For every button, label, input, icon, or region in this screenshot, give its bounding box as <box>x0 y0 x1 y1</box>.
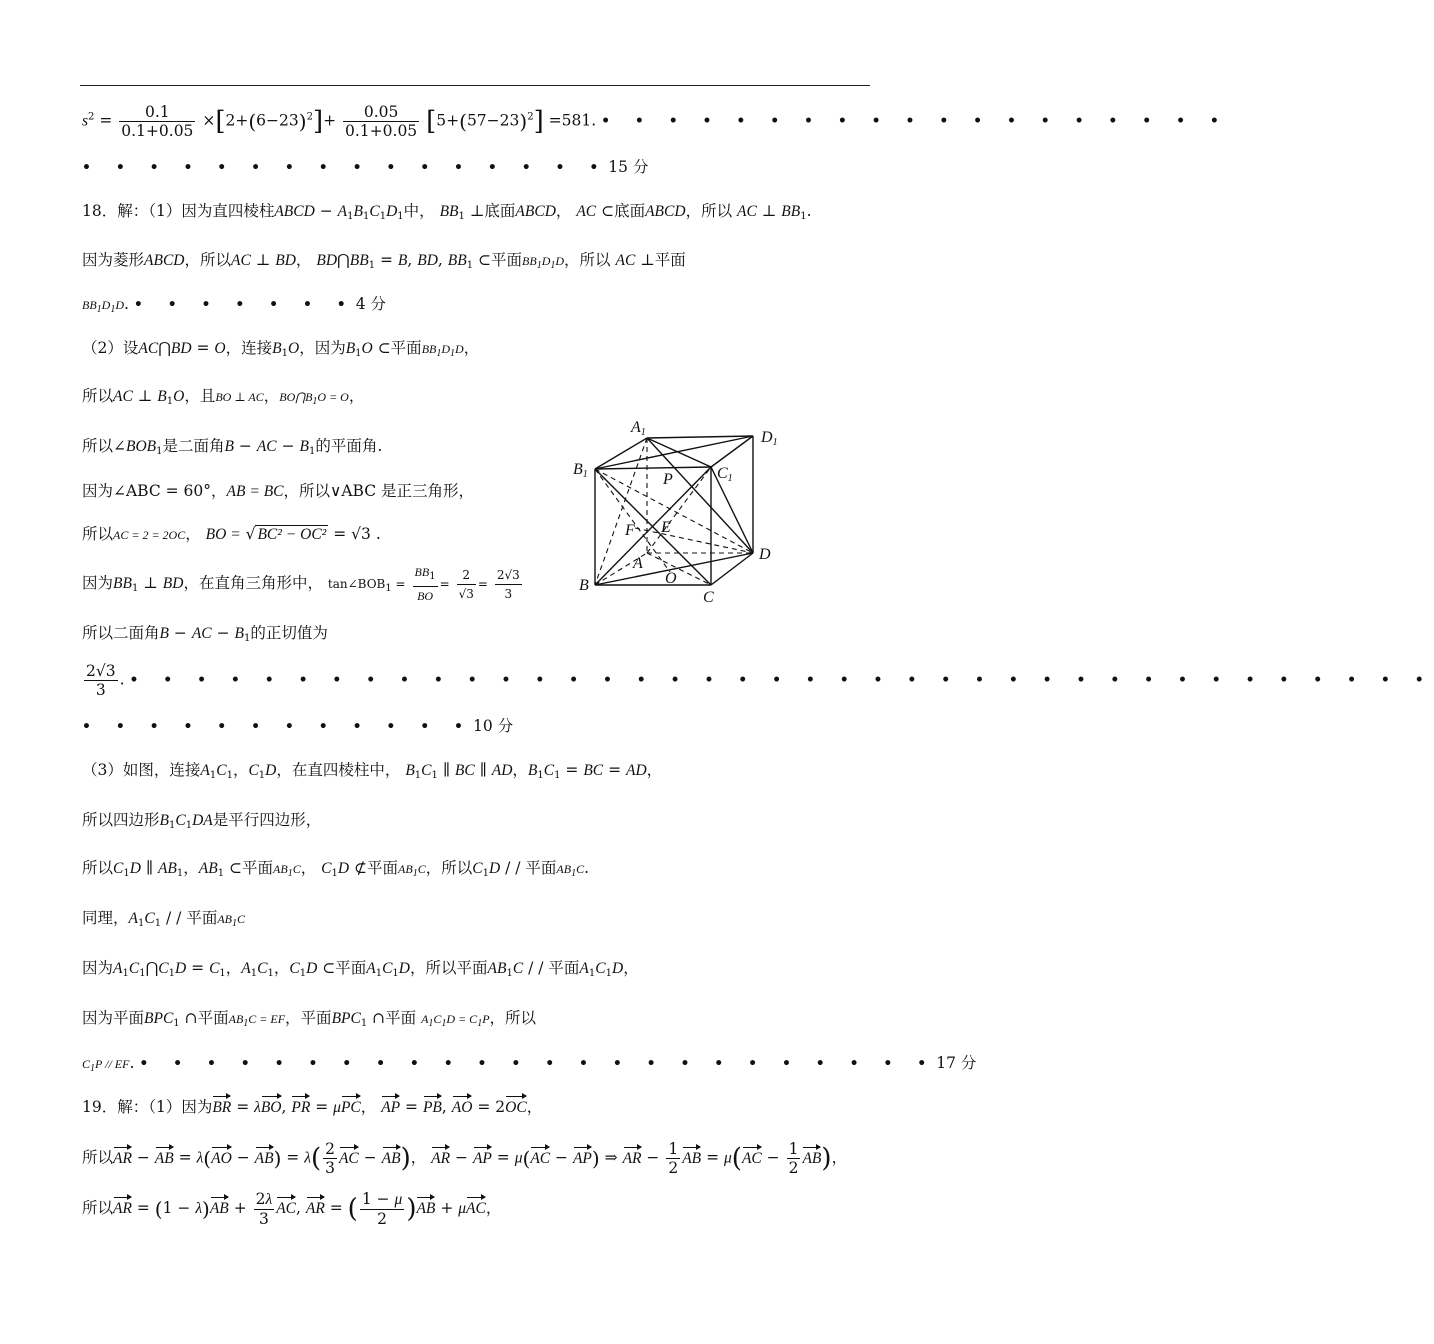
svg-text:F: F <box>625 522 635 539</box>
q18-part2-line6: 因为$BB_1$ ⊥ BD，在直角三角形中， $\tan\angle BOB_1$ = $\frac{BB_1}{BO}$ = $\frac{2}{√3}$ = $\frac{2√3}{3}$ <box>82 565 520 603</box>
score-line-15: • • • • • • • • • • • • • • • •15 分 <box>82 158 649 176</box>
q18-part3-line3: 所以$C_1D$ ∥ $AB_1$，$AB_1$ ⊂平面$AB_1C$， $C_1D$ ⊄平面$AB_1C$，所以$C_1D$ / / 平面$AB_1C$. <box>82 859 590 879</box>
score-line-17: $C_1P$ // EF. • • • • • • • • • • • • • • • • • • • • • • • •17 分 <box>82 1054 977 1074</box>
q18-part2-line2: 所以AC ⊥ $B_1O$，且BO ⊥ AC，$BO⋂B_1O = O$， <box>82 387 365 407</box>
svg-text:C1: C1 <box>717 465 733 484</box>
svg-text:D: D <box>759 546 771 563</box>
q18-part3-line1: （3）如图，连接$A_1C_1$，$C_1D$，在直四棱柱中， $B_1C_1$ ∥ BC ∥ AD，$B_1C_1$ = BC = AD， <box>82 761 663 781</box>
svg-text:A: A <box>633 555 643 572</box>
q19-line2: 所以AR − AB = λ(AO − AB) = λ( $\frac{2}{3}$ AC − AB)， AR − AP = μ(AC − AP) ⇒ AR − $\frac{1}{2}$ AB = μ(AC − $\frac{1}{2}$ AB)， <box>82 1140 848 1177</box>
q18-part3-line4: 同理，$A_1C_1$ / / 平面$AB_1C$ <box>82 909 246 929</box>
svg-text:B1: B1 <box>573 461 588 480</box>
q18-part2-line1: （2）设AC⋂BD = O，连接$B_1O$，因为$B_1O$ ⊂平面$BB_1D_1D$， <box>82 339 480 359</box>
svg-text:C: C <box>703 589 714 606</box>
svg-text:E: E <box>661 519 671 536</box>
svg-text:O: O <box>665 570 677 587</box>
q18-line2: 因为菱形ABCD，所以AC ⊥ BD， $BD⋂BB_1 = B$, BD, $BB_1$ ⊂平面$BB_1D_1D$，所以 AC ⊥平面 <box>82 251 686 271</box>
q18-part2-line5: 所以AC = 2 = 2OC， BO = √ BC² − OC² = √3 . <box>82 525 381 543</box>
q19-line3: 所以AR = (1 − λ)AB + $\frac{2\lambda}{3}$ AC, AR = ( $\frac{1 - \mu}{2}$ )AB + μAC， <box>82 1190 502 1228</box>
q18-part3-line5: 因为$A_1C_1⋂C_1D = C_1$，$A_1C_1$，$C_1D$ ⊂平面$A_1C_1D$，所以平面$AB_1C$ / / 平面$A_1C_1D$， <box>82 959 639 979</box>
variance-formula-line: $s^2$ = $\frac{0.1}{0.1+0.05}$ $\times[2+(6-23)^2]+$ $\frac{0.05}{0.1+0.05}$ $[5+(57-23)^2] =581$. • • • • • • • • • • • • • • • • • • • <box>82 103 1229 140</box>
q18-part2-line7: 所以二面角B − AC − $B_1$的正切值为 <box>82 624 328 644</box>
q18-part2-line4: 因为∠ABC = 60°，AB = BC，所以∨ABC 是正三角形， <box>82 482 475 500</box>
q19-line1: 19．解：（1）因为BR = λBO, PR = μPC， AP = PB, AO = 2OC， <box>82 1098 543 1116</box>
score-line-10: • • • • • • • • • • • •10 分 <box>82 717 514 735</box>
score-line-4: $BB_1D_1D$. • • • • • • •4 分 <box>82 295 387 315</box>
q18-answer-line: $\frac{2√3}{3}$ . • • • • • • • • • • • • • • • • • • • • • • • • • • • • • • • • • • • • • • • <box>86 662 1434 699</box>
svg-text:D1: D1 <box>761 429 778 448</box>
q18-line1: 18．解：（1）因为直四棱柱ABCD − $A_1B_1C_1D_1$中， $BB_1$ ⊥底面ABCD， AC ⊂底面ABCD，所以 AC ⊥ $BB_1$. <box>82 202 812 222</box>
header-rule <box>80 85 870 86</box>
svg-text:P: P <box>663 471 673 488</box>
q18-part3-line2: 所以四边形$B_1C_1DA$是平行四边形， <box>82 811 322 831</box>
q18-part2-line3: 所以$\angle BOB_1$是二面角B − AC − $B_1$的平面角. <box>82 437 383 457</box>
q18-part3-line6: 因为平面$BPC_1$ ∩平面$AB_1C$ = EF，平面$BPC_1$ ∩平面 $A_1C_1D = C_1P$，所以 <box>82 1009 537 1029</box>
svg-text:B: B <box>579 577 589 594</box>
prism-figure <box>565 410 795 610</box>
svg-text:A1: A1 <box>631 419 646 438</box>
